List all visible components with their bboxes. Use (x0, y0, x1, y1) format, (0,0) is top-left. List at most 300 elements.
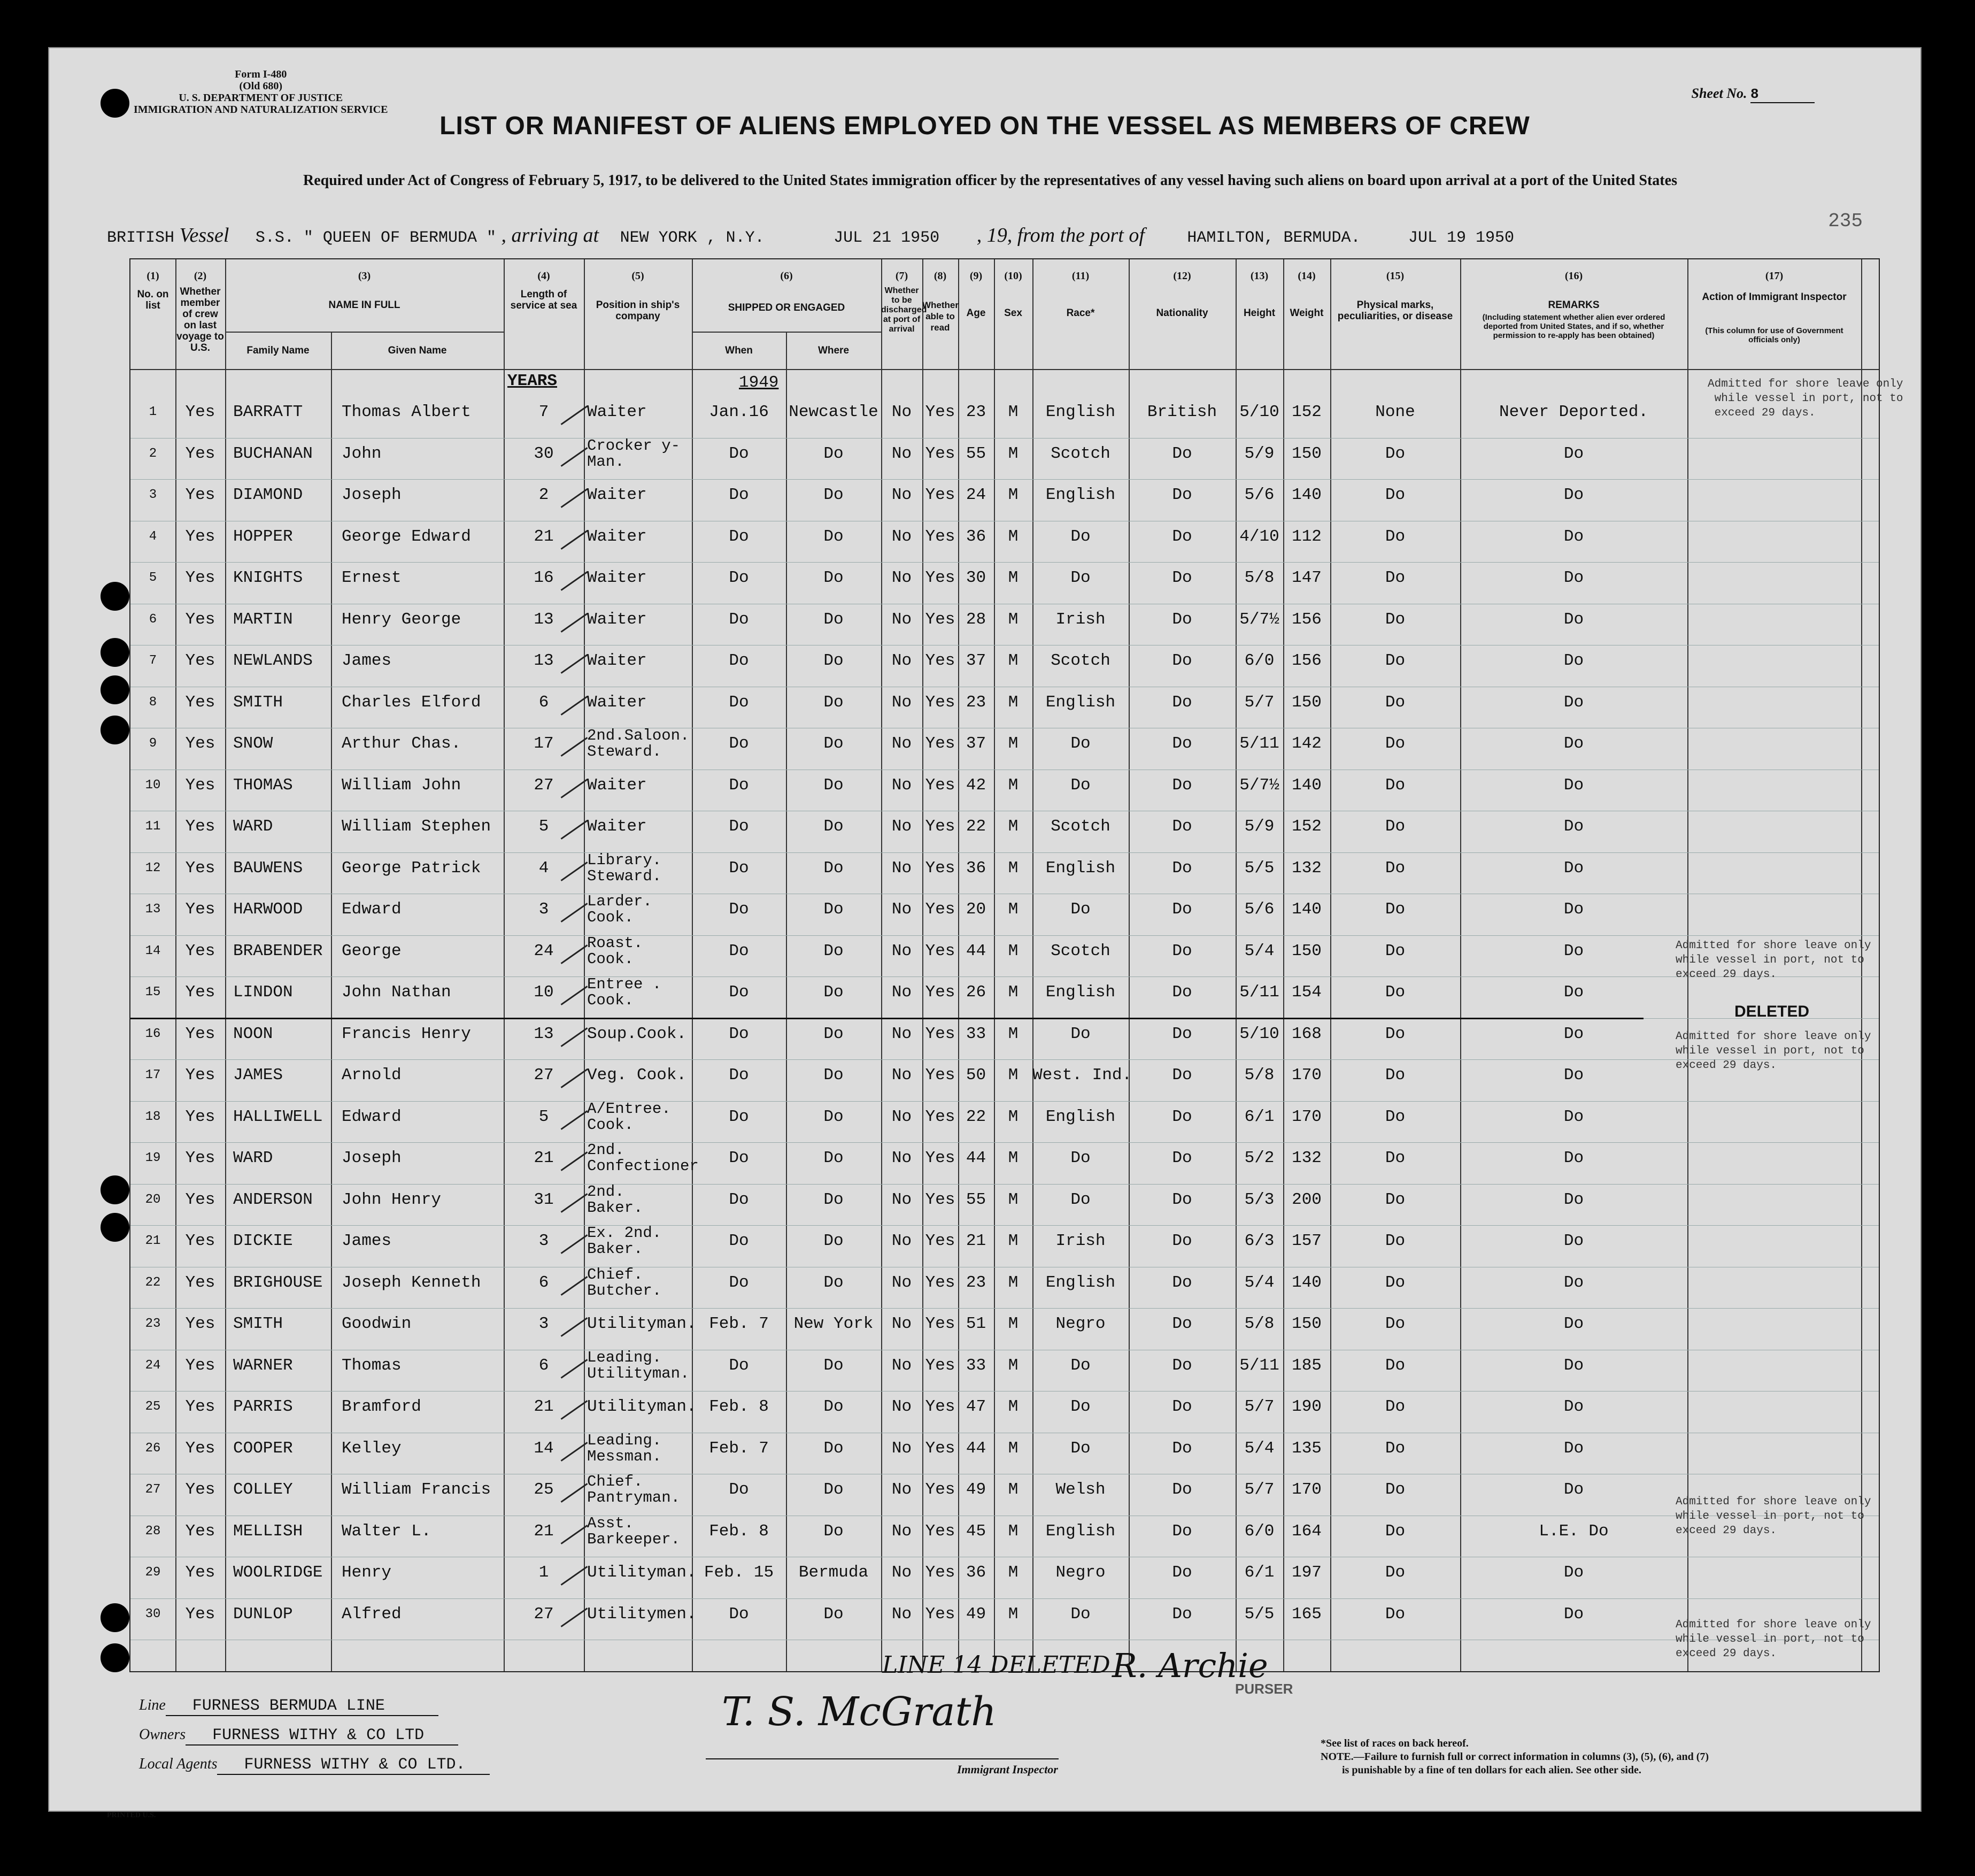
cell-member: Yes (185, 1273, 215, 1292)
cell-read: Yes (925, 734, 955, 753)
cell-position: Chief. Butcher. (587, 1265, 662, 1300)
cell-age: 55 (966, 1190, 986, 1209)
cell-remarks: Do (1563, 1356, 1584, 1375)
cell-family: SMITH (233, 1314, 283, 1333)
cell-physical: Do (1385, 1232, 1406, 1250)
cell-position: Waiter (587, 693, 647, 712)
cell-given: Thomas Albert (342, 403, 471, 421)
cell-no: 3 (149, 488, 157, 502)
cell-family: BRABENDER (233, 941, 323, 960)
cell-no: 7 (149, 653, 157, 668)
cell-nationality: Do (1172, 1066, 1192, 1085)
cell-weight: 168 (1292, 1024, 1322, 1043)
cell-where: Do (823, 1480, 844, 1499)
cell-discharged: No (891, 651, 912, 670)
cell-weight: 132 (1292, 858, 1322, 878)
cell-height: 5/10 (1239, 1024, 1279, 1043)
cell-physical: Do (1385, 486, 1406, 504)
cell-race: English (1045, 693, 1116, 712)
cell-race: Do (1070, 1356, 1091, 1375)
cell-family: DIAMOND (233, 486, 303, 504)
cell-member: Yes (185, 734, 215, 753)
cell-read: Yes (925, 1604, 955, 1624)
cell-discharged: No (891, 734, 912, 753)
cell-when: Do (729, 486, 749, 504)
cell-sex: M (1008, 1563, 1019, 1582)
cell-race: Negro (1055, 1314, 1106, 1333)
cell-discharged: No (891, 527, 912, 546)
cell-sex: M (1008, 817, 1019, 836)
cell-family: HARWOOD (233, 900, 303, 919)
cell-age: 44 (966, 1149, 986, 1167)
cell-service: 21 (534, 1149, 554, 1167)
cell-given: Goodwin (342, 1314, 412, 1333)
cell-where: Do (823, 1397, 844, 1416)
cell-weight: 152 (1292, 403, 1322, 421)
cell-given: Joseph (342, 1149, 402, 1167)
cell-service: 21 (534, 1397, 554, 1416)
cell-given: James (342, 1232, 392, 1250)
cell-member: Yes (185, 610, 215, 629)
cell-given: Kelley (342, 1439, 402, 1458)
cell-age: 42 (966, 775, 986, 795)
cell-age: 51 (966, 1314, 986, 1333)
cell-race: Do (1070, 568, 1091, 587)
cell-sex: M (1008, 941, 1019, 960)
cell-discharged: No (891, 1314, 912, 1333)
cell-when: Do (729, 1107, 749, 1126)
cell-sex: M (1008, 1107, 1019, 1126)
cell-family: WARD (233, 817, 273, 836)
cell-position: Soup.Cook. (587, 1024, 687, 1043)
cell-position: Waiter (587, 527, 647, 546)
cell-remarks: Do (1563, 1480, 1584, 1499)
punch-hole (101, 716, 129, 744)
row-rule (130, 1308, 1879, 1309)
cell-sex: M (1008, 1480, 1019, 1499)
cell-position: Utilityman. (587, 1314, 697, 1333)
cell-family: BARRATT (233, 403, 303, 421)
row-rule (130, 438, 1879, 439)
cell-physical: Do (1385, 1356, 1406, 1375)
cell-position: Utilitymen. (587, 1604, 697, 1624)
cell-where: Do (823, 1232, 844, 1250)
cell-height: 5/3 (1244, 1190, 1275, 1209)
cell-read: Yes (925, 568, 955, 587)
cell-read: Yes (925, 1149, 955, 1167)
cell-nationality: Do (1172, 1314, 1192, 1333)
cell-nationality: Do (1172, 1604, 1192, 1624)
cell-height: 5/7 (1244, 1397, 1275, 1416)
cell-age: 50 (966, 1066, 986, 1085)
cell-when: Do (729, 858, 749, 878)
cell-physical: None (1375, 403, 1415, 421)
cell-physical: Do (1385, 651, 1406, 670)
cell-member: Yes (185, 527, 215, 546)
cell-where: Newcastle (789, 403, 878, 421)
page-title: LIST OR MANIFEST OF ALIENS EMPLOYED ON THE VESSEL AS MEMBERS OF CREW (439, 112, 1530, 140)
cell-age: 36 (966, 858, 986, 878)
cell-nationality: British (1147, 403, 1217, 421)
cell-age: 30 (966, 568, 986, 587)
cell-physical: Do (1385, 1190, 1406, 1209)
shore-leave-stamp: Admitted for shore leave only while vessel in port, not to exceed 29 days. (1708, 378, 1903, 419)
cell-when: Feb. 7 (709, 1314, 769, 1333)
row-rule (130, 562, 1879, 563)
cell-age: 37 (966, 651, 986, 670)
cell-weight: 170 (1292, 1480, 1322, 1499)
cell-given: Ernest (342, 568, 402, 587)
cell-discharged: No (891, 486, 912, 504)
cell-physical: Do (1385, 693, 1406, 712)
cell-read: Yes (925, 1356, 955, 1375)
cell-remarks: Do (1563, 1024, 1584, 1043)
cell-discharged: No (891, 1024, 912, 1043)
cell-no: 19 (145, 1151, 161, 1165)
cell-height: 6/0 (1244, 651, 1275, 670)
cell-height: 5/5 (1244, 1604, 1275, 1624)
cell-no: 24 (145, 1358, 161, 1373)
cell-position: Crocker y- Man. (587, 436, 681, 471)
page-subtitle: Required under Act of Congress of February 5, 1917, to be delivered to the United States immigration officer by the representatives of any vessel having such aliens on board upon arrival at a port of the United States (303, 172, 1677, 189)
cell-read: Yes (925, 1480, 955, 1499)
cell-service: 13 (534, 1024, 554, 1043)
cell-position: Veg. Cook. (587, 1066, 687, 1085)
cell-physical: Do (1385, 1149, 1406, 1167)
purser-label: PURSER (1235, 1681, 1293, 1697)
cell-remarks: Do (1563, 1149, 1584, 1167)
cell-position: Waiter (587, 568, 647, 587)
cell-physical: Do (1385, 817, 1406, 836)
cell-position: Ex. 2nd. Baker. (587, 1224, 662, 1258)
cell-nationality: Do (1172, 900, 1192, 919)
row-rule (130, 1142, 1879, 1143)
cell-remarks: Do (1563, 693, 1584, 712)
cell-position: Asst. Barkeeper. (587, 1514, 681, 1548)
cell-age: 49 (966, 1604, 986, 1624)
cell-where: Do (823, 693, 844, 712)
cell-height: 4/10 (1239, 527, 1279, 546)
cell-nationality: Do (1172, 1563, 1192, 1582)
cell-when: Do (729, 734, 749, 753)
cell-service: 13 (534, 610, 554, 629)
cell-family: DUNLOP (233, 1604, 293, 1624)
cell-discharged: No (891, 1397, 912, 1416)
cell-nationality: Do (1172, 775, 1192, 795)
cell-nationality: Do (1172, 1521, 1192, 1541)
inspector-label: Immigrant Inspector (957, 1763, 1058, 1776)
cell-when: Do (729, 1066, 749, 1085)
cell-remarks: Do (1563, 610, 1584, 629)
cell-race: Do (1070, 527, 1091, 546)
cell-remarks: Do (1563, 444, 1584, 463)
cell-no: 23 (145, 1317, 161, 1331)
cell-sex: M (1008, 527, 1019, 546)
cell-family: WOOLRIDGE (233, 1563, 323, 1582)
cell-no: 9 (149, 736, 157, 751)
cell-height: 5/7 (1244, 1480, 1275, 1499)
cell-when: Feb. 15 (704, 1563, 774, 1582)
cell-weight: 132 (1292, 1149, 1322, 1167)
cell-where: Do (823, 858, 844, 878)
footnote: *See list of races on back hereof. NOTE.—Failure to furnish full or correct information in columns (3), (5), (6), and (7) is punishable by a fine of ten dollars for each alien. See other side. (1321, 1737, 1709, 1776)
cell-when: Do (729, 817, 749, 836)
cell-read: Yes (925, 1232, 955, 1250)
cell-family: WARNER (233, 1356, 293, 1375)
cell-where: Do (823, 1521, 844, 1541)
shipped-year: 1949 (739, 373, 779, 392)
cell-where: Do (823, 1439, 844, 1458)
cell-sex: M (1008, 1439, 1019, 1458)
cell-race: Do (1070, 900, 1091, 919)
sheet-number: Sheet No. 8 (1692, 86, 1815, 103)
cell-service: 5 (538, 817, 549, 836)
cell-height: 5/11 (1239, 734, 1279, 753)
cell-race: Scotch (1051, 817, 1110, 836)
cell-remarks: Do (1563, 900, 1584, 919)
cell-where: Do (823, 444, 844, 463)
cell-when: Jan.16 (709, 403, 769, 421)
cell-race: Negro (1055, 1563, 1106, 1582)
row-rule (130, 852, 1879, 853)
cell-race: Irish (1055, 1232, 1106, 1250)
cell-nationality: Do (1172, 527, 1192, 546)
cell-discharged: No (891, 1066, 912, 1085)
cell-nationality: Do (1172, 734, 1192, 753)
cell-where: Do (823, 651, 844, 670)
cell-physical: Do (1385, 610, 1406, 629)
cell-no: 11 (145, 819, 161, 834)
cell-age: 28 (966, 610, 986, 629)
cell-weight: 197 (1292, 1563, 1322, 1582)
cell-given: George Patrick (342, 858, 481, 878)
cell-no: 28 (145, 1524, 161, 1539)
cell-service: 27 (534, 775, 554, 795)
form-identifier: Form I-480 (Old 680) U. S. DEPARTMENT OF JUSTICE IMMIGRATION AND NATURALIZATION SERVICE (134, 68, 388, 116)
cell-family: WARD (233, 1149, 273, 1167)
cell-position: Waiter (587, 486, 647, 504)
cell-race: English (1045, 858, 1116, 878)
cell-weight: 140 (1292, 900, 1322, 919)
cell-weight: 156 (1292, 651, 1322, 670)
cell-remarks: Do (1563, 1107, 1584, 1126)
cell-position: Waiter (587, 651, 647, 670)
cell-given: William Francis (342, 1480, 491, 1499)
cell-service: 30 (534, 444, 554, 463)
cell-age: 26 (966, 983, 986, 1002)
cell-service: 5 (538, 1107, 549, 1126)
cell-read: Yes (925, 1314, 955, 1333)
cell-nationality: Do (1172, 1107, 1192, 1126)
cell-family: DICKIE (233, 1232, 293, 1250)
cell-weight: 185 (1292, 1356, 1322, 1375)
row-rule (130, 1598, 1879, 1599)
cell-service: 7 (538, 403, 549, 421)
cell-nationality: Do (1172, 568, 1192, 587)
cell-weight: 150 (1292, 1314, 1322, 1333)
cell-race: English (1045, 1521, 1116, 1541)
cell-service: 6 (538, 1356, 549, 1375)
cell-height: 5/6 (1244, 486, 1275, 504)
cell-position: 2nd. Confectioner (587, 1141, 699, 1175)
line-field: Line FURNESS BERMUDA LINE (139, 1697, 438, 1716)
cell-member: Yes (185, 941, 215, 960)
cell-member: Yes (185, 1397, 215, 1416)
cell-remarks: Do (1563, 527, 1584, 546)
cell-given: John (342, 444, 382, 463)
cell-weight: 140 (1292, 775, 1322, 795)
cell-physical: Do (1385, 527, 1406, 546)
cell-when: Feb. 8 (709, 1521, 769, 1541)
cell-family: THOMAS (233, 775, 293, 795)
cell-when: Do (729, 527, 749, 546)
cell-when: Do (729, 1480, 749, 1499)
cell-given: Walter L. (342, 1521, 431, 1541)
cell-where: Do (823, 1066, 844, 1085)
cell-where: Do (823, 1024, 844, 1043)
cell-sex: M (1008, 983, 1019, 1002)
cell-remarks: Do (1563, 983, 1584, 1002)
cell-nationality: Do (1172, 941, 1192, 960)
cell-where: Do (823, 527, 844, 546)
cell-read: Yes (925, 1439, 955, 1458)
years-unit: YEARS (507, 372, 558, 390)
cell-height: 5/11 (1239, 1356, 1279, 1375)
cell-physical: Do (1385, 568, 1406, 587)
cell-where: Do (823, 568, 844, 587)
cell-read: Yes (925, 983, 955, 1002)
cell-sex: M (1008, 1190, 1019, 1209)
cell-race: Scotch (1051, 941, 1110, 960)
vessel-line: BRITISH Vessel S.S. " QUEEN OF BERMUDA " , arriving at NEW YORK , N.Y. JUL 21 1950 , 19, from the port of HAMILTON, BERMUDA. JUL 19 1950 (107, 224, 1515, 247)
cell-weight: 150 (1292, 693, 1322, 712)
cell-no: 15 (145, 985, 161, 999)
punch-hole (101, 582, 129, 611)
cell-sex: M (1008, 734, 1019, 753)
cell-race: English (1045, 1273, 1116, 1292)
cell-member: Yes (185, 858, 215, 878)
cell-family: COLLEY (233, 1480, 293, 1499)
cell-weight: 140 (1292, 486, 1322, 504)
cell-sex: M (1008, 1232, 1019, 1250)
cell-race: Do (1070, 1439, 1091, 1458)
cell-family: MARTIN (233, 610, 293, 629)
cell-discharged: No (891, 403, 912, 421)
cell-when: Do (729, 610, 749, 629)
cell-where: Do (823, 1604, 844, 1624)
cell-discharged: No (891, 983, 912, 1002)
cell-discharged: No (891, 1563, 912, 1582)
cell-age: 49 (966, 1480, 986, 1499)
cell-no: 30 (145, 1606, 161, 1621)
cell-where: Do (823, 1149, 844, 1167)
cell-physical: Do (1385, 775, 1406, 795)
cell-read: Yes (925, 941, 955, 960)
cell-height: 5/4 (1244, 1273, 1275, 1292)
cell-height: 5/11 (1239, 983, 1279, 1002)
cell-nationality: Do (1172, 817, 1192, 836)
cell-given: George Edward (342, 527, 471, 546)
cell-nationality: Do (1172, 1232, 1192, 1250)
cell-physical: Do (1385, 1521, 1406, 1541)
cell-height: 6/1 (1244, 1107, 1275, 1126)
cell-no: 16 (145, 1026, 161, 1041)
cell-where: Do (823, 983, 844, 1002)
cell-discharged: No (891, 1273, 912, 1292)
cell-read: Yes (925, 817, 955, 836)
cell-position: Larder. Cook. (587, 893, 652, 926)
cell-remarks: Do (1563, 1604, 1584, 1624)
manifest-sheet (48, 47, 1922, 1819)
cell-race: Scotch (1051, 651, 1110, 670)
cell-family: COOPER (233, 1439, 293, 1458)
shore-leave-stamp: Admitted for shore leave only while vessel in port, not to exceed 29 days. (1676, 940, 1871, 981)
cell-sex: M (1008, 1024, 1019, 1043)
cell-member: Yes (185, 1480, 215, 1499)
cell-discharged: No (891, 610, 912, 629)
cell-family: BRIGHOUSE (233, 1273, 323, 1292)
cell-nationality: Do (1172, 1439, 1192, 1458)
cell-weight: 157 (1292, 1232, 1322, 1250)
cell-when: Do (729, 775, 749, 795)
cell-position: 2nd.Saloon. Steward. (587, 727, 690, 760)
cell-service: 10 (534, 983, 554, 1002)
row-rule (130, 1225, 1879, 1226)
cell-when: Do (729, 1232, 749, 1250)
cell-discharged: No (891, 1149, 912, 1167)
cell-physical: Do (1385, 900, 1406, 919)
cell-race: Do (1070, 1149, 1091, 1167)
cell-position: Waiter (587, 403, 647, 421)
cell-age: 37 (966, 734, 986, 753)
cell-age: 20 (966, 900, 986, 919)
cell-position: Waiter (587, 775, 647, 795)
cell-age: 36 (966, 1563, 986, 1582)
cell-remarks: L.E. Do (1539, 1521, 1609, 1541)
cell-nationality: Do (1172, 1024, 1192, 1043)
cell-race: English (1045, 486, 1116, 504)
cell-given: Francis Henry (342, 1024, 471, 1043)
cell-height: 6/1 (1244, 1563, 1275, 1582)
cell-service: 21 (534, 1521, 554, 1541)
cell-when: Do (729, 568, 749, 587)
cell-given: Edward (342, 900, 402, 919)
cell-member: Yes (185, 1439, 215, 1458)
cell-physical: Do (1385, 444, 1406, 463)
cell-weight: 112 (1292, 527, 1322, 546)
line-14-strike (130, 1018, 1644, 1019)
cell-read: Yes (925, 1190, 955, 1209)
cell-weight: 140 (1292, 1273, 1322, 1292)
cell-sex: M (1008, 444, 1019, 463)
cell-family: SMITH (233, 693, 283, 712)
cell-height: 6/0 (1244, 1521, 1275, 1541)
cell-race: Do (1070, 1604, 1091, 1624)
cell-read: Yes (925, 1521, 955, 1541)
cell-service: 24 (534, 941, 554, 960)
cell-sex: M (1008, 1149, 1019, 1167)
cell-weight: 152 (1292, 817, 1322, 836)
cell-nationality: Do (1172, 651, 1192, 670)
shore-leave-stamp: Admitted for shore leave only while vessel in port, not to exceed 29 days. (1676, 1031, 1871, 1072)
cell-member: Yes (185, 1356, 215, 1375)
cell-nationality: Do (1172, 486, 1192, 504)
cell-read: Yes (925, 775, 955, 795)
cell-no: 4 (149, 529, 157, 544)
cell-age: 44 (966, 1439, 986, 1458)
cell-discharged: No (891, 1356, 912, 1375)
cell-no: 25 (145, 1400, 161, 1414)
